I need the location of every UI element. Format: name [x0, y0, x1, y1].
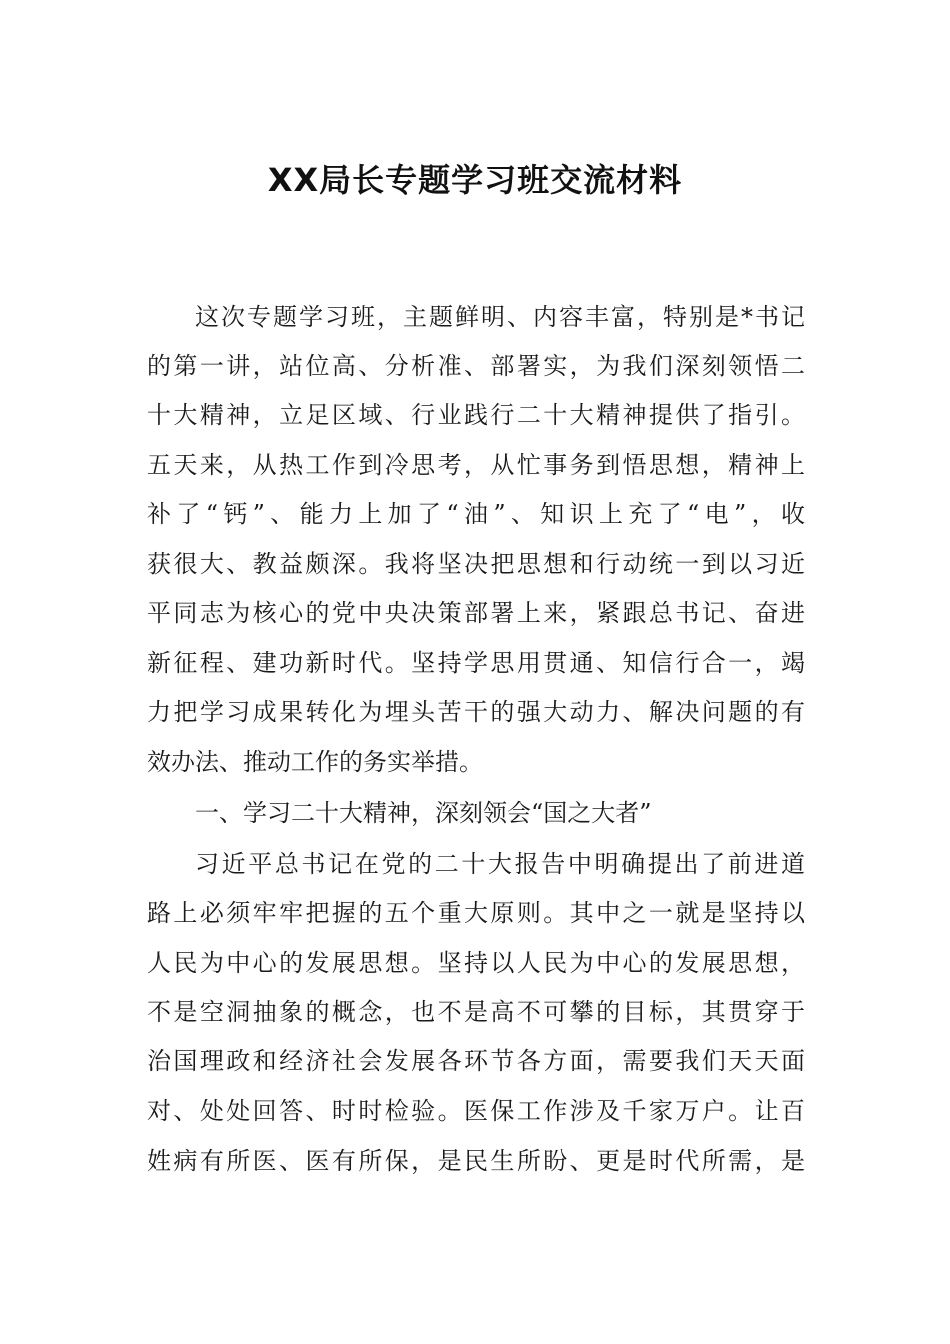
paragraph-1-line: 补了“钙”、能力上加了“油”、知识上充了“电”，收: [147, 500, 805, 528]
paragraph-1-line: 新征程、建功新时代。坚持学思用贯通、知信行合一，竭: [147, 649, 805, 677]
paragraph-2-line: 习近平总书记在党的二十大报告中明确提出了前进道: [195, 850, 805, 878]
paragraph-1-line: 十大精神，立足区域、行业践行二十大精神提供了指引。: [147, 401, 805, 429]
paragraph-1-line: 平同志为核心的党中央决策部署上来，紧跟总书记、奋进: [147, 599, 805, 627]
paragraph-1-line: 五天来，从热工作到冷思考，从忙事务到悟思想，精神上: [147, 451, 805, 479]
paragraph-1-line: 效办法、推动工作的务实举措。: [147, 748, 483, 776]
paragraph-1-line: 力把学习成果转化为埋头苦干的强大动力、解决问题的有: [147, 698, 805, 726]
paragraph-2-line: 路上必须牢牢把握的五个重大原则。其中之一就是坚持以: [147, 899, 805, 927]
section-heading-1: 一、学习二十大精神，深刻领会“国之大者”: [195, 799, 652, 827]
paragraph-2-line: 对、处处回答、时时检验。医保工作涉及千家万户。让百: [147, 1097, 805, 1125]
paragraph-2-line: 姓病有所医、医有所保，是民生所盼、更是时代所需，是: [147, 1147, 805, 1175]
document-title: XX局长专题学习班交流材料: [267, 161, 683, 199]
paragraph-1-line: 的第一讲，站位高、分析准、部署实，为我们深刻领悟二: [147, 352, 805, 380]
paragraph-1-line: 获很大、教益颇深。我将坚决把思想和行动统一到以习近: [147, 550, 805, 578]
paragraph-2-line: 不是空洞抽象的概念，也不是高不可攀的目标，其贯穿于: [147, 998, 805, 1026]
paragraph-1-line: 这次专题学习班，主题鲜明、内容丰富，特别是*书记: [195, 303, 805, 331]
paragraph-2-line: 治国理政和经济社会发展各环节各方面，需要我们天天面: [147, 1047, 805, 1075]
paragraph-2-line: 人民为中心的发展思想。坚持以人民为中心的发展思想，: [147, 949, 805, 977]
